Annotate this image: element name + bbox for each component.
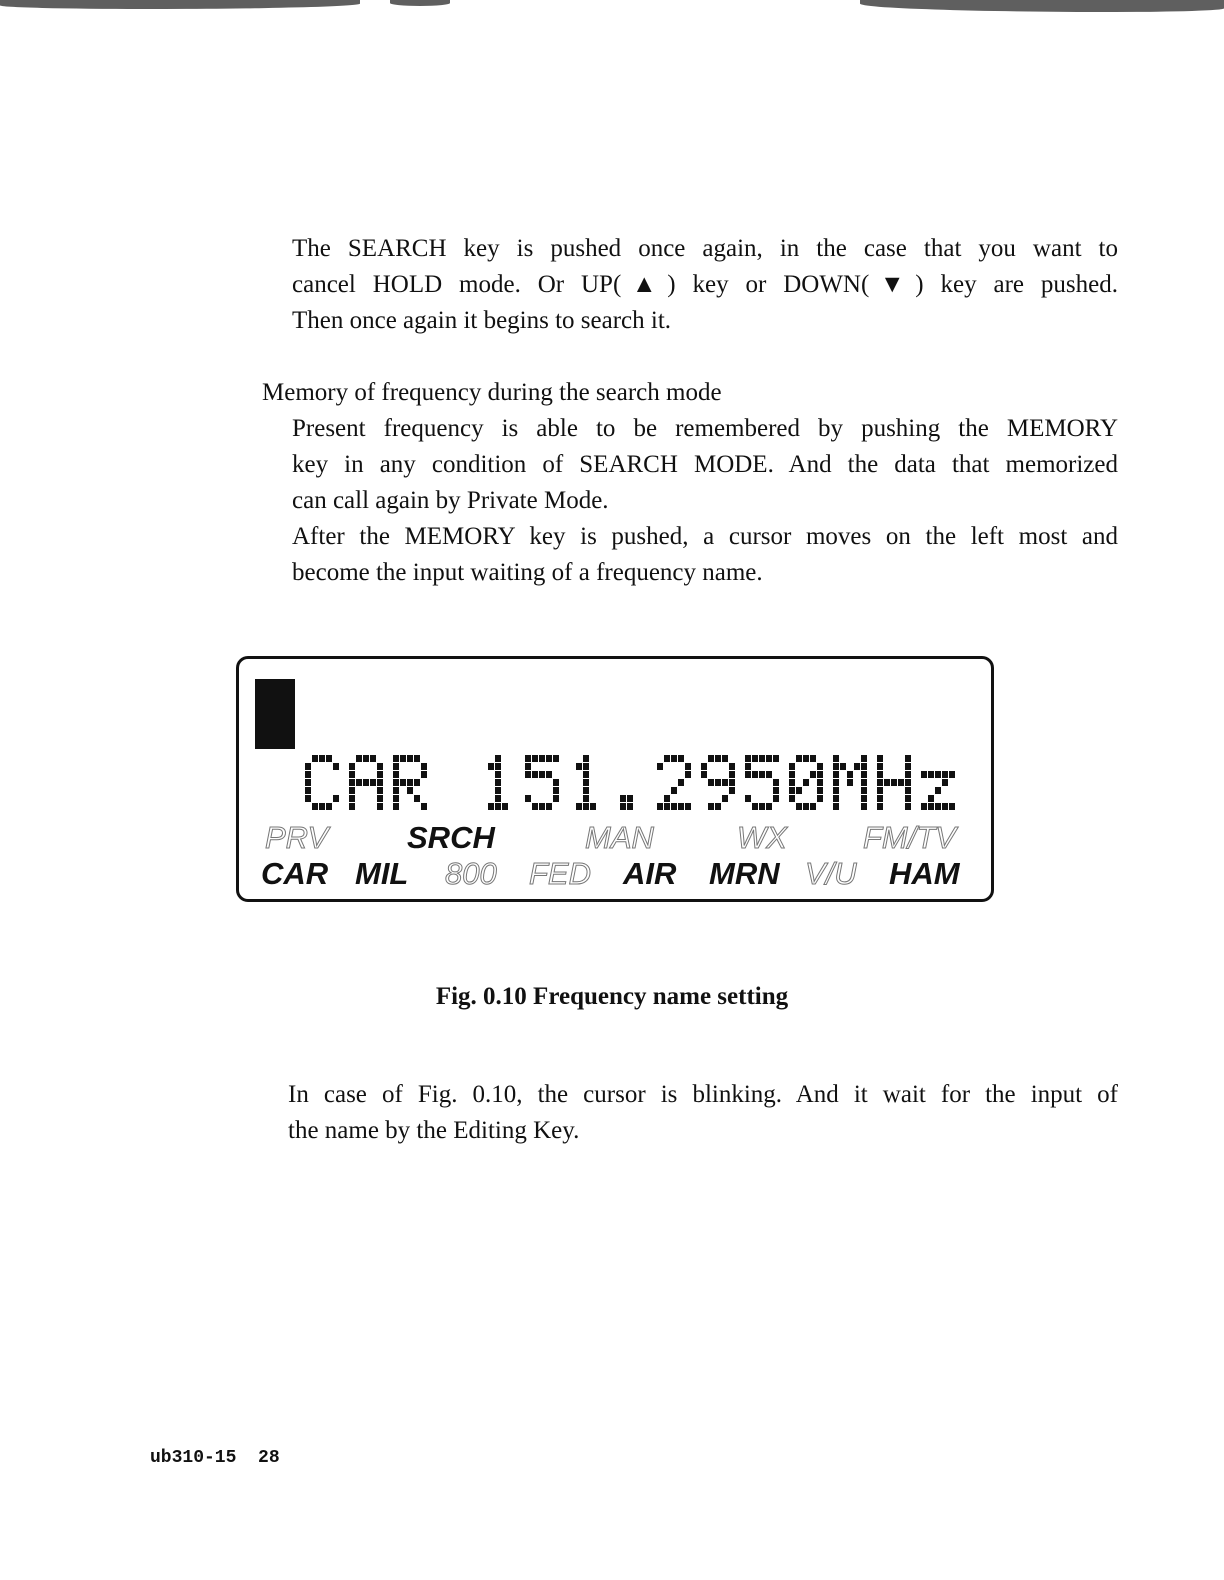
paragraph1-line2: cancel HOLD mode. Or UP(▲) key or DOWN(▼) key are pushed. [292, 271, 1118, 298]
scan-shadow-left [0, 0, 360, 9]
indicator-prv: PRV [265, 820, 329, 855]
lcd-char-7 [620, 795, 633, 810]
indicator-fmtv: FM/TV [863, 820, 956, 855]
section-heading: Memory of frequency during the search mode [262, 379, 722, 406]
lcd-char-10 [745, 755, 779, 810]
indicator-srch: SRCH [407, 820, 495, 855]
paragraph-hold-cancel [292, 231, 1118, 339]
indicator-vu: V/U [805, 856, 857, 891]
paragraph-editing [288, 1077, 1118, 1149]
lcd-char-1 [349, 755, 383, 810]
lcd-char-6 [576, 755, 596, 810]
paragraph3-line2: become the input waiting of a frequency name. [292, 559, 763, 586]
indicator-man: MAN [585, 820, 654, 855]
paragraph-cursor [292, 519, 1118, 591]
paragraph4-line2: the name by the Editing Key. [288, 1117, 580, 1144]
indicator-mrn: MRN [709, 856, 780, 891]
lcd-char-0 [305, 755, 339, 810]
lcd-char-2 [393, 755, 427, 810]
paragraph3-line1: After the MEMORY key is pushed, a cursor moves on the left most and [292, 523, 1118, 550]
lcd-char-9 [701, 755, 735, 810]
page-footer: ub310-15 28 [150, 1448, 280, 1468]
lcd-char-5 [525, 755, 559, 810]
paragraph2-line2: key in any condition of SEARCH MODE. And the data that memorized [292, 451, 1118, 478]
lcd-char-12 [833, 755, 867, 810]
paragraph1-line1: The SEARCH key is pushed once again, in the case that you want to [292, 235, 1118, 262]
paragraph4-line1: In case of Fig. 0.10, the cursor is blinking. And it wait for the input of [288, 1081, 1118, 1108]
paragraph1-line3: Then once again it begins to search it. [292, 307, 672, 334]
lcd-char-8 [657, 755, 691, 810]
figure-caption: Fig. 0.10 Frequency name setting [435, 983, 789, 1010]
lcd-display [236, 656, 994, 902]
indicator-ham: HAM [889, 856, 960, 891]
indicator-fed: FED [529, 856, 591, 891]
scan-shadow-right [860, 0, 1224, 12]
lcd-dot-matrix [239, 659, 991, 899]
lcd-char-11 [789, 755, 823, 810]
indicator-air: AIR [623, 856, 677, 891]
paragraph-memory [292, 411, 1118, 519]
indicator-car: CAR [261, 856, 329, 891]
lcd-char-14 [921, 771, 955, 810]
scan-shadow-mid [390, 0, 450, 6]
paragraph2-line1: Present frequency is able to be remembered by pushing the MEMORY [292, 415, 1118, 442]
indicator-mil: MIL [355, 856, 409, 891]
paragraph2-line3: can call again by Private Mode. [292, 487, 609, 514]
lcd-char-13 [877, 755, 911, 810]
indicator-wx: WX [737, 820, 787, 855]
lcd-char-4 [488, 755, 508, 810]
indicator-800: 800 [445, 856, 497, 891]
